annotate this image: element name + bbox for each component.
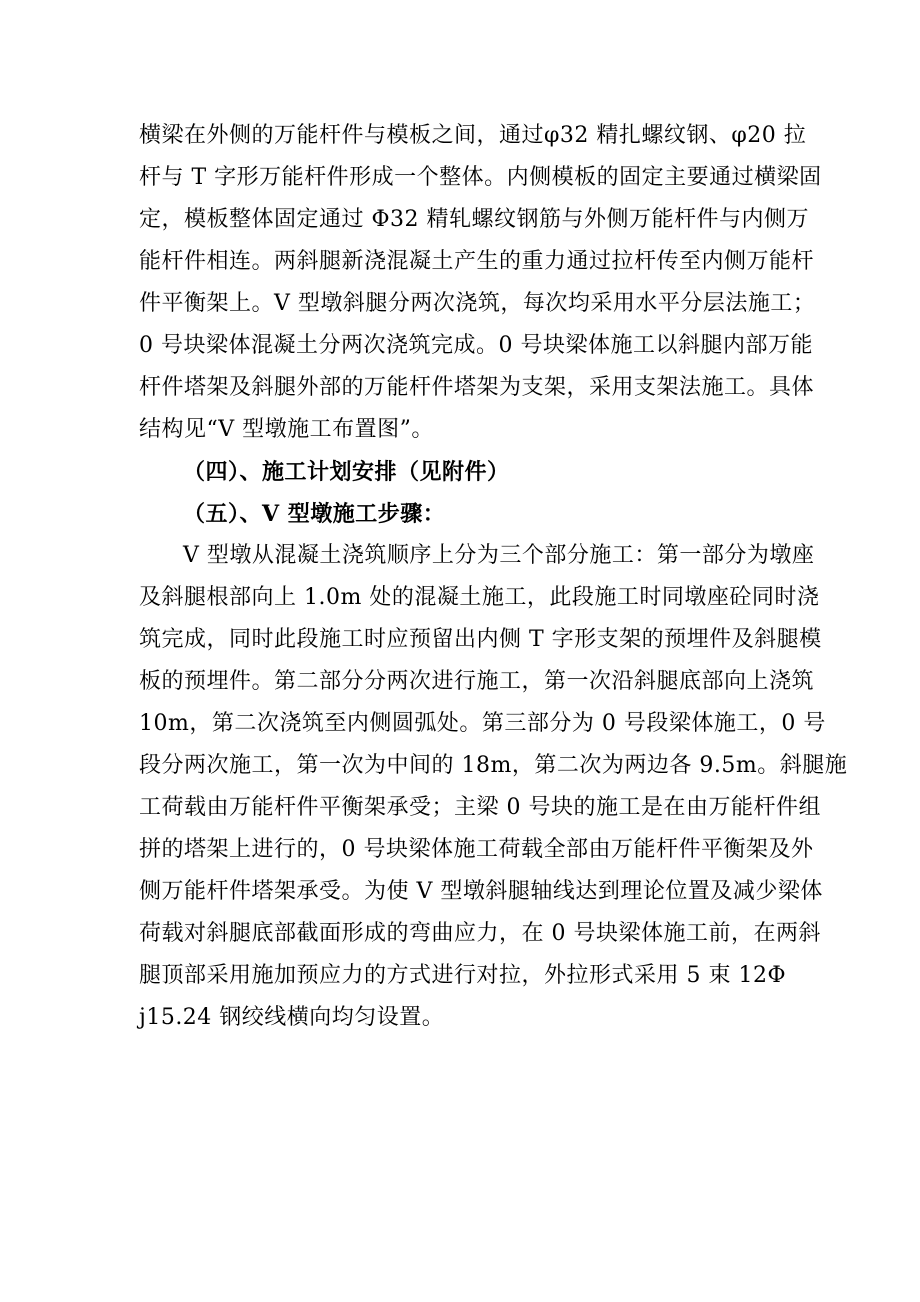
paragraph-line: 筑完成，同时此段施工时应预留出内侧 T 字形支架的预埋件及斜腿模 [139, 627, 822, 652]
paragraph-line: 横梁在外侧的万能杆件与模板之间，通过φ32 精扎螺纹钢、φ20 拉 [139, 123, 807, 148]
paragraph-line: 及斜腿根部向上 1.0m 处的混凝土施工，此段施工时同墩座砼同时浇 [139, 585, 820, 610]
paragraph-line: j15.24 钢绞线横向均匀设置。 [139, 1005, 445, 1030]
paragraph-line: 结构见“V 型墩施工布置图”。 [139, 417, 434, 442]
paragraph-line: 段分两次施工，第一次为中间的 18m，第二次为两边各 9.5m。斜腿施 [139, 753, 848, 778]
paragraph-line: 腿顶部采用施加预应力的方式进行对拉，外拉形式采用 5 束 12Φ [139, 963, 787, 988]
paragraph-line: 10m，第二次浇筑至内侧圆弧处。第三部分为 0 号段梁体施工，0 号 [139, 711, 826, 736]
paragraph-line: 定，模板整体固定通过 Φ32 精轧螺纹钢筋与外侧万能杆件与内侧万 [139, 207, 810, 232]
section-heading-five: （五）、V 型墩施工步骤： [183, 501, 446, 527]
paragraph-line: 侧万能杆件塔架承受。为使 V 型墩斜腿轴线达到理论位置及减少梁体 [139, 879, 823, 904]
paragraph-line: 杆与 T 字形万能杆件形成一个整体。内侧模板的固定主要通过横梁固 [139, 165, 822, 190]
paragraph-line: 拼的塔架上进行的，0 号块梁体施工荷载全部由万能杆件平衡架及外 [139, 837, 814, 862]
paragraph-line: 杆件塔架及斜腿外部的万能杆件塔架为支架，采用支架法施工。具体 [139, 375, 815, 400]
paragraph-line: V 型墩从混凝土浇筑顺序上分为三个部分施工：第一部分为墩座 [183, 543, 815, 568]
paragraph-line: 件平衡架上。V 型墩斜腿分两次浇筑，每次均采用水平分层法施工； [139, 291, 816, 316]
paragraph-line: 板的预埋件。第二部分分两次进行施工，第一次沿斜腿底部向上浇筑 [139, 669, 815, 694]
paragraph-line: 0 号块梁体混凝土分两次浇筑完成。0 号块梁体施工以斜腿内部万能 [139, 333, 813, 358]
section-heading-four: （四）、施工计划安排（见附件） [183, 459, 510, 485]
paragraph-line: 荷载对斜腿底部截面形成的弯曲应力，在 0 号块梁体施工前，在两斜 [139, 921, 821, 946]
paragraph-line: 工荷载由万能杆件平衡架承受；主梁 0 号块的施工是在由万能杆件组 [139, 795, 821, 820]
paragraph-line: 能杆件相连。两斜腿新浇混凝土产生的重力通过拉杆传至内侧万能杆 [139, 249, 815, 274]
